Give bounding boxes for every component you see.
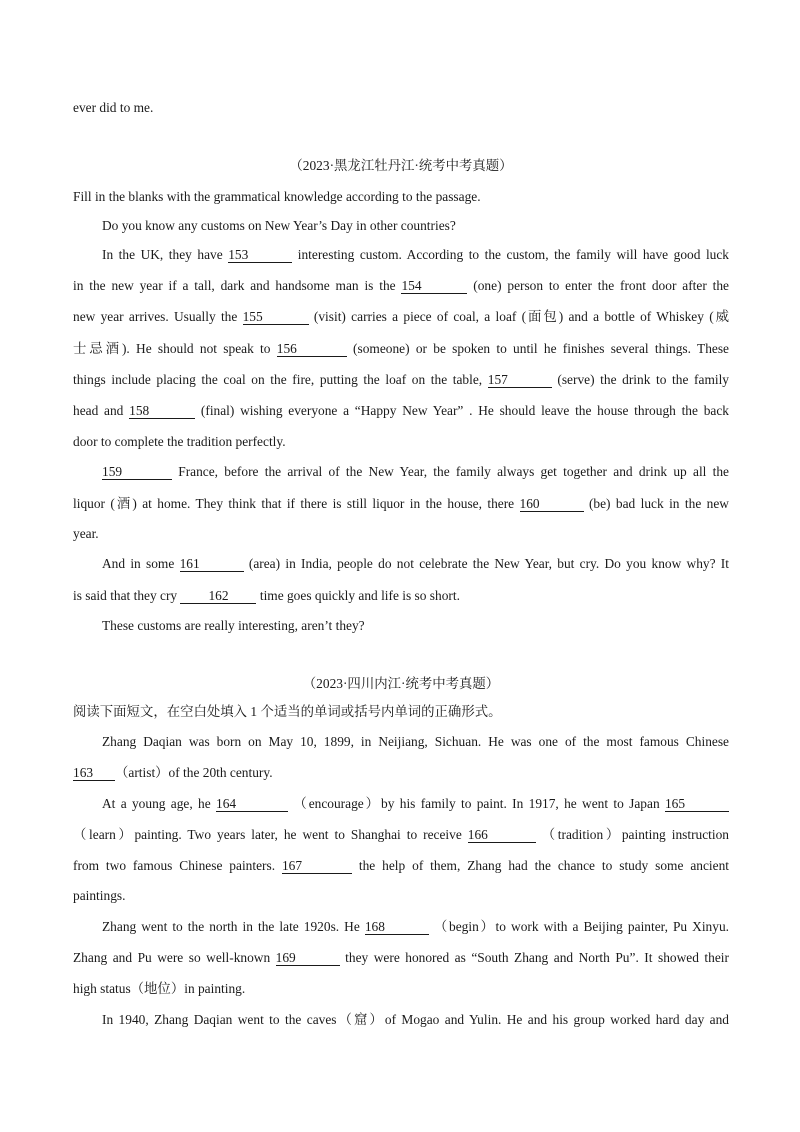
s2-line-2: 163 （artist）of the 20th century.	[73, 765, 273, 780]
s1-line-9: door to complete the tradition perfectly.	[73, 434, 286, 449]
s1-line-4: in the new year if a tall, dark and handsome man is the 154 (one) person to enter the front door after the	[73, 278, 729, 293]
s1-line-6: 士忌酒). He should not speak to 156 (someone) or be spoken to until he finishes several things. These	[73, 341, 729, 356]
s1-line-10: 159 France, before the arrival of the New Year, the family always get together and drink up all the	[102, 464, 729, 479]
s2-line-7: Zhang went to the north in the late 1920s. He 168 （begin）to work with a Beijing painter, Pu Xinyu.	[102, 919, 729, 934]
blank-162[interactable]: 162	[180, 589, 256, 604]
section2-instruction: 阅读下面短文，在空白处填入 1 个适当的单词或括号内单词的正确形式。	[73, 704, 502, 719]
s1-line-12: year.	[73, 526, 99, 541]
section2-source: （2023·四川内江·统考中考真题）	[302, 676, 500, 691]
s1-line-5: new year arrives. Usually the 155 (visit) carries a piece of coal, a loaf (面包) and a bottle of Whiskey (威	[73, 309, 729, 324]
s1-line-8: head and 158 (final) wishing everyone a “Happy New Year” . He should leave the house through the back	[73, 403, 729, 418]
s1-line-15: These customs are really interesting, aren’t they?	[102, 618, 365, 633]
section1-intro: Do you know any customs on New Year’s Day in other countries?	[102, 218, 456, 233]
blank-163[interactable]: 163	[73, 766, 115, 781]
blank-153[interactable]: 153	[228, 248, 292, 263]
s1-line-13: And in some 161 (area) in India, people do not celebrate the New Year, but cry. Do you know why? It	[102, 556, 729, 571]
blank-156[interactable]: 156	[277, 342, 347, 357]
section1-source: （2023·黑龙江牡丹江·统考中考真题）	[289, 158, 513, 173]
s1-line-14: is said that they cry 162 time goes quickly and life is so short.	[73, 588, 460, 603]
s2-line-6: paintings.	[73, 888, 126, 903]
s2-line-10: In 1940, Zhang Daqian went to the caves（窟）of Mogao and Yulin. He and his group worked hard day and	[102, 1012, 729, 1027]
blank-155[interactable]: 155	[243, 310, 309, 325]
s2-line-9: high status（地位）in painting.	[73, 981, 246, 996]
s2-line-1: Zhang Daqian was born on May 10, 1899, in Neijiang, Sichuan. He was one of the most famous Chinese	[102, 734, 729, 749]
section1-instruction: Fill in the blanks with the grammatical knowledge according to the passage.	[73, 189, 481, 204]
blank-160[interactable]: 160	[520, 497, 584, 512]
blank-169[interactable]: 169	[276, 951, 340, 966]
blank-154[interactable]: 154	[401, 279, 467, 294]
s1-line-11: liquor (酒) at home. They think that if there is still liquor in the house, there 160 (be) bad luck in the new	[73, 496, 729, 511]
blank-159[interactable]: 159	[102, 465, 172, 480]
blank-164[interactable]: 164	[216, 797, 288, 812]
blank-166[interactable]: 166	[468, 828, 536, 843]
s1-line-3: In the UK, they have 153 interesting custom. According to the custom, the family will have good luck	[102, 247, 730, 262]
blank-157[interactable]: 157	[488, 373, 552, 388]
blank-167[interactable]: 167	[282, 859, 352, 874]
s2-line-4: （learn）painting. Two years later, he went to Shanghai to receive 166 （tradition）painting instruction	[73, 827, 729, 842]
blank-165[interactable]: 165	[665, 797, 729, 812]
fragment-line: ever did to me.	[73, 100, 154, 115]
s2-line-5: from two famous Chinese painters. 167 the help of them, Zhang had the chance to study some ancient	[73, 858, 729, 873]
s1-line-7: things include placing the coal on the fire, putting the loaf on the table, 157 (serve) the drink to the family	[73, 372, 729, 387]
blank-168[interactable]: 168	[365, 920, 429, 935]
blank-158[interactable]: 158	[129, 404, 195, 419]
s2-line-8: Zhang and Pu were so well-known 169 they were honored as “South Zhang and North Pu”. It showed their	[73, 950, 729, 965]
s2-line-3: At a young age, he 164 （encourage）by his family to paint. In 1917, he went to Japan 165	[102, 797, 729, 812]
blank-161[interactable]: 161	[180, 557, 244, 572]
